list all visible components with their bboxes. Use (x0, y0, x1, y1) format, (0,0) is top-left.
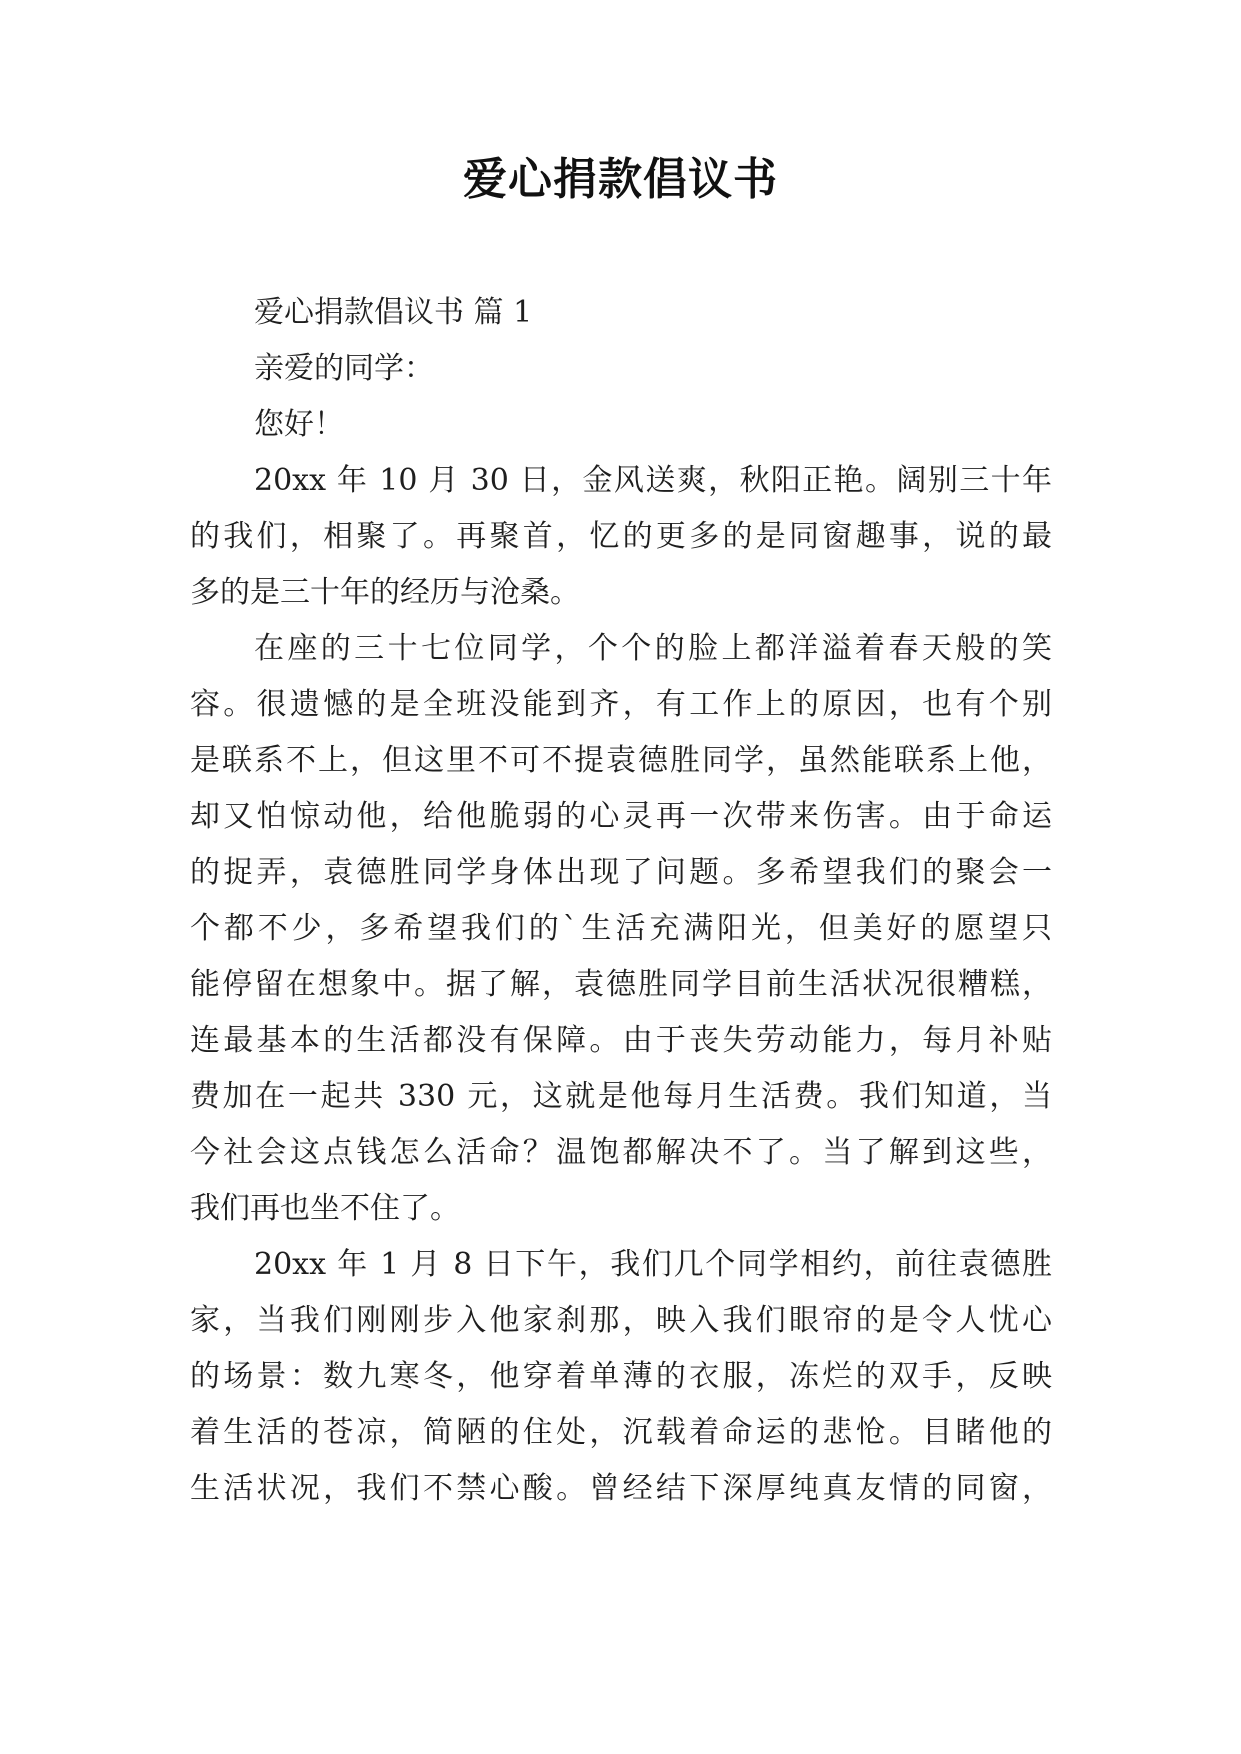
paragraph-line: 的我们，相聚了。再聚首，忆的更多的是同窗趣事，说的最 (190, 519, 1052, 554)
paragraph-line: 在座的三十七位同学，个个的脸上都洋溢着春天般的笑 (254, 631, 1052, 666)
document-body (190, 285, 1052, 1517)
paragraph-line: 个都不少，多希望我们的`生活充满阳光，但美好的愿望只 (190, 911, 1052, 946)
paragraph-line: 家，当我们刚刚步入他家刹那，映入我们眼帘的是令人忧心 (190, 1303, 1052, 1338)
salutation: 亲爱的同学： (254, 351, 434, 386)
paragraph-line: 生活状况，我们不禁心酸。曾经结下深厚纯真友情的同窗， (190, 1471, 1052, 1506)
paragraph-line: 着生活的苍凉，简陋的住处，沉载着命运的悲怆。目睹他的 (190, 1415, 1052, 1450)
greeting: 您好！ (254, 407, 344, 442)
paragraph-line: 容。很遗憾的是全班没能到齐，有工作上的原因，也有个别 (190, 687, 1052, 722)
paragraph-line: 我们再也坐不住了。 (190, 1191, 460, 1226)
paragraph-line: 多的是三十年的经历与沧桑。 (190, 575, 580, 610)
paragraph-line: 今社会这点钱怎么活命？温饱都解决不了。当了解到这些， (190, 1135, 1052, 1170)
paragraph-line: 的场景：数九寒冬，他穿着单薄的衣服，冻烂的双手，反映 (190, 1359, 1052, 1394)
paragraph-line: 20xx 年 10 月 30 日，金风送爽，秋阳正艳。阔别三十年 (254, 463, 1052, 498)
document-title: 爱心捐款倡议书 (463, 154, 778, 205)
paragraph-line: 的捉弄，袁德胜同学身体出现了问题。多希望我们的聚会一 (190, 855, 1052, 890)
paragraph-line: 费加在一起共 330 元，这就是他每月生活费。我们知道，当 (190, 1079, 1052, 1114)
paragraph-line: 连最基本的生活都没有保障。由于丧失劳动能力，每月补贴 (190, 1023, 1052, 1058)
paragraph-line: 却又怕惊动他，给他脆弱的心灵再一次带来伤害。由于命运 (190, 799, 1052, 834)
paragraph-line: 20xx 年 1 月 8 日下午，我们几个同学相约，前往袁德胜 (254, 1247, 1052, 1282)
paragraph-line: 能停留在想象中。据了解，袁德胜同学目前生活状况很糟糕， (190, 967, 1052, 1002)
section-heading: 爱心捐款倡议书 篇 1 (254, 295, 533, 330)
paragraph-line: 是联系不上，但这里不可不提袁德胜同学，虽然能联系上他， (190, 743, 1052, 778)
